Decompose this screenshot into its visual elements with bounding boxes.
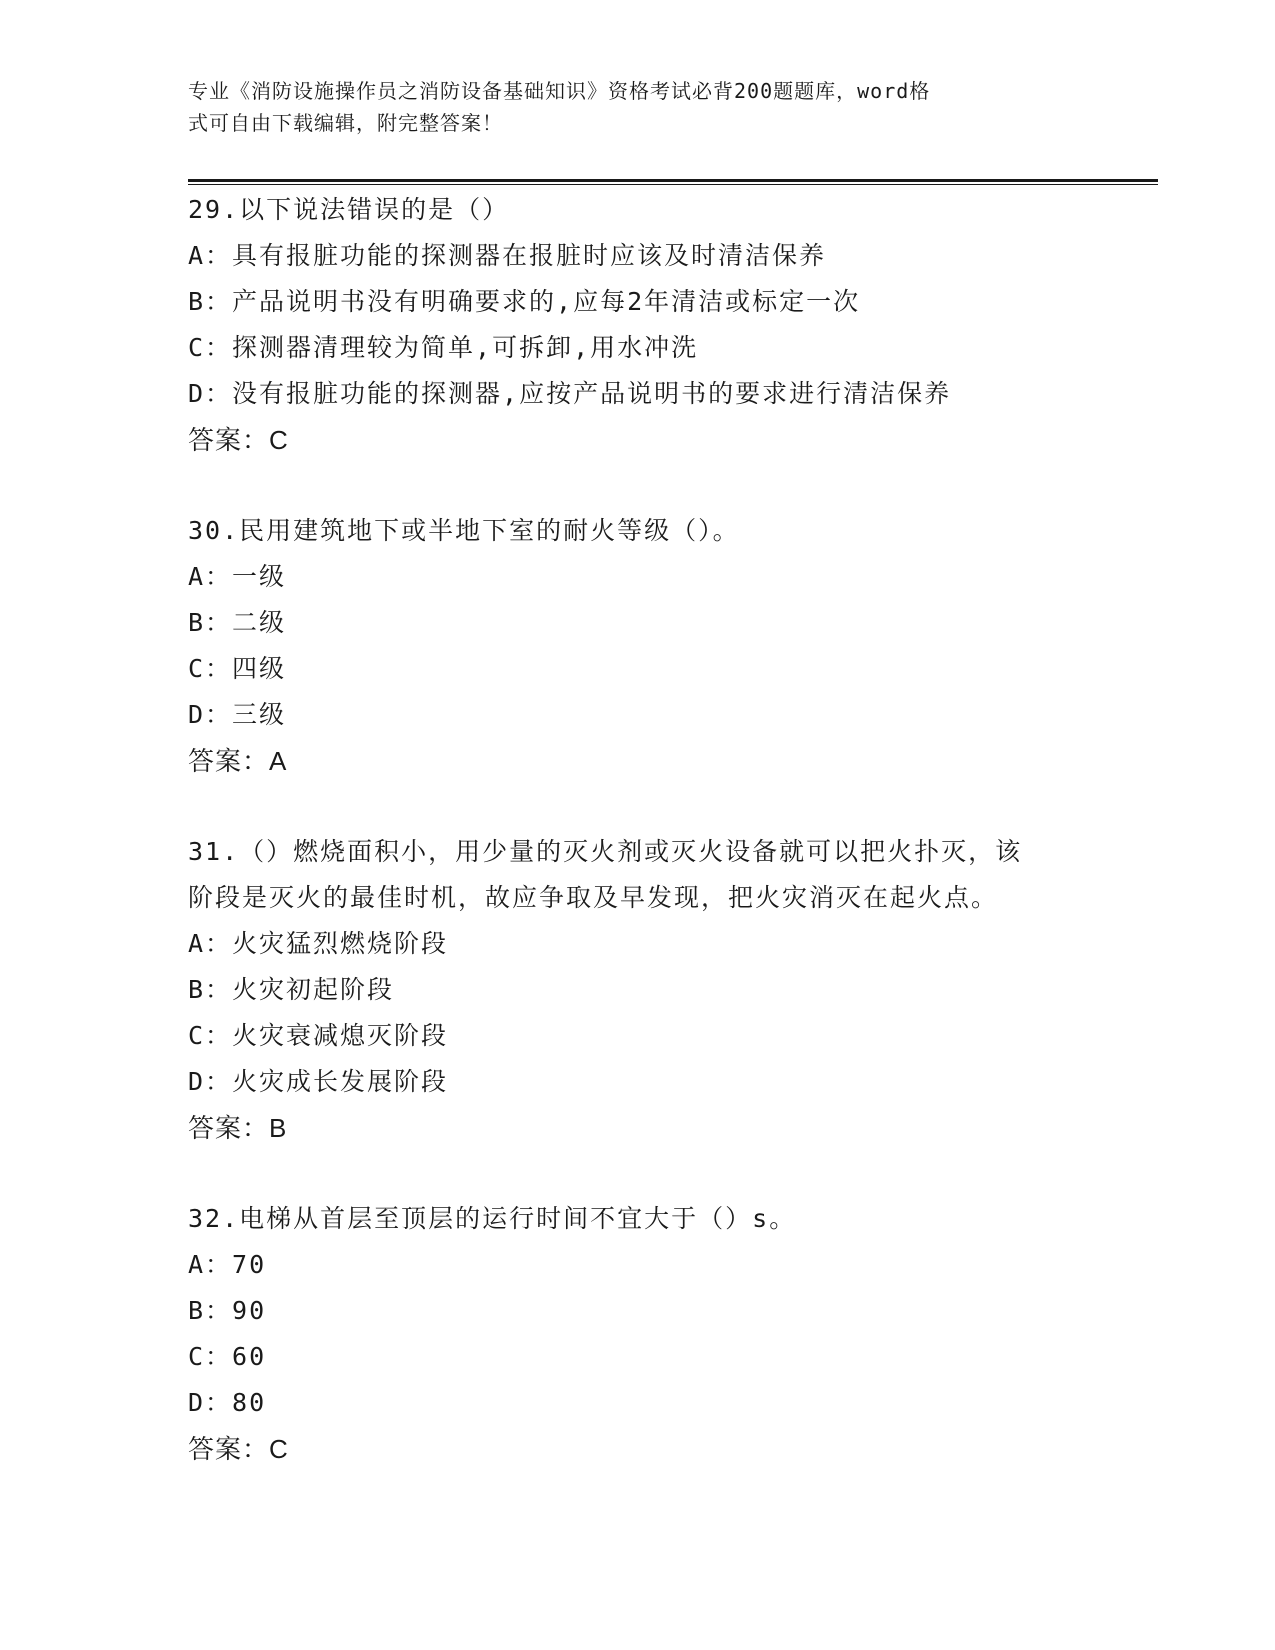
option-a: A：一级 xyxy=(188,562,287,591)
answer-line: 答案：C xyxy=(188,1434,289,1464)
answer-line: 答案：C xyxy=(188,425,289,455)
question-stem-line-1: 31.（）燃烧面积小，用少量的灭火剂或灭火设备就可以把火扑灭，该 xyxy=(188,837,1023,866)
option-c: C：火灾衰减熄灭阶段 xyxy=(188,1021,449,1050)
question-32 xyxy=(188,1196,1088,1472)
option-b: B：火灾初起阶段 xyxy=(188,975,395,1004)
answer-line: 答案：B xyxy=(188,1113,288,1143)
header-divider-thin xyxy=(188,184,1158,185)
option-a: A：70 xyxy=(188,1250,267,1279)
question-stem: 30.民用建筑地下或半地下室的耐火等级（）。 xyxy=(188,516,740,545)
option-d: D：没有报脏功能的探测器,应按产品说明书的要求进行清洁保养 xyxy=(188,379,952,408)
header-line-2: 式可自由下载编辑，附完整答案！ xyxy=(188,111,503,135)
option-b: B：90 xyxy=(188,1296,267,1325)
option-c: C：探测器清理较为简单,可拆卸,用水冲洗 xyxy=(188,333,699,362)
question-30 xyxy=(188,508,1088,784)
document-header xyxy=(188,75,1088,139)
option-d: D：火灾成长发展阶段 xyxy=(188,1067,449,1096)
option-c: C：四级 xyxy=(188,654,287,683)
question-31 xyxy=(188,829,1088,1151)
question-29 xyxy=(188,187,1088,463)
question-stem: 32.电梯从首层至顶层的运行时间不宜大于（）s。 xyxy=(188,1204,797,1233)
header-line-1: 专业《消防设施操作员之消防设备基础知识》资格考试必背200题题库，word格 xyxy=(188,79,931,103)
header-divider-thick xyxy=(188,179,1158,182)
option-b: B：产品说明书没有明确要求的,应每2年清洁或标定一次 xyxy=(188,287,861,316)
option-a: A：火灾猛烈燃烧阶段 xyxy=(188,929,449,958)
question-list xyxy=(188,187,1088,1517)
answer-line: 答案：A xyxy=(188,746,288,776)
question-stem: 29.以下说法错误的是（） xyxy=(188,195,510,224)
option-d: D：80 xyxy=(188,1388,267,1417)
question-stem-line-2: 阶段是灭火的最佳时机，故应争取及早发现，把火灾消灭在起火点。 xyxy=(188,883,999,912)
option-b: B：二级 xyxy=(188,608,287,637)
option-c: C：60 xyxy=(188,1342,267,1371)
option-d: D：三级 xyxy=(188,700,287,729)
option-a: A：具有报脏功能的探测器在报脏时应该及时清洁保养 xyxy=(188,241,827,270)
